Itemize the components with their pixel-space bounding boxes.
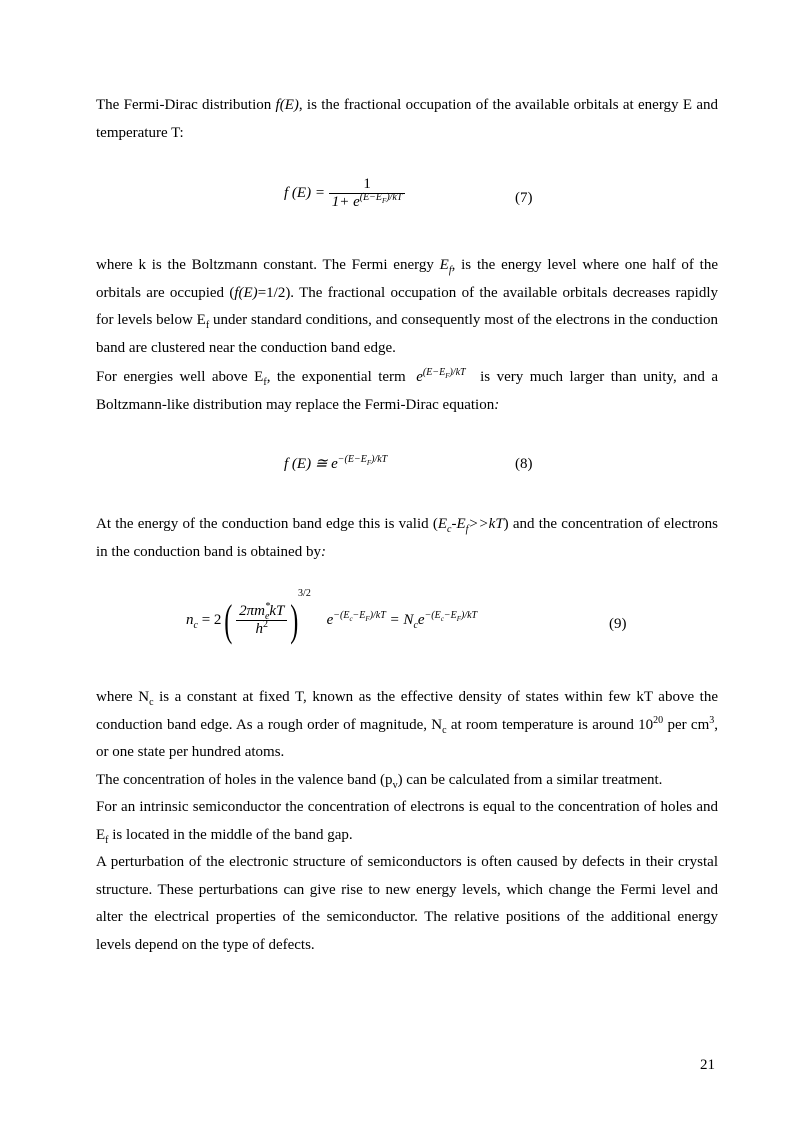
- eq-exp-term-2: [389, 610, 478, 632]
- subscript: v: [392, 780, 398, 791]
- eq-num-b: kT: [269, 603, 285, 620]
- text: ) can be calculated from a similar treatment.: [397, 772, 663, 788]
- eq-exp-tail: )/kT: [371, 454, 388, 465]
- eq-outer-exp: 3/2: [298, 588, 311, 599]
- eq-equals: = 2: [201, 612, 222, 629]
- superscript: 20: [653, 714, 664, 726]
- paragraph-5: [96, 684, 718, 767]
- text: For an intrinsic semiconductor the concentration of electrons is equal to the concentration of holes and E: [96, 799, 718, 843]
- eq-exp1-b: −E: [352, 610, 366, 622]
- eq-exp2-tail: )/kT: [461, 610, 478, 622]
- text: , is the fractional occupation of the available orbitals at energy E and temperature T:: [96, 97, 718, 141]
- text: at room temperature is around 10: [446, 716, 654, 733]
- text: , or one state per hundred atoms.: [96, 716, 718, 761]
- text-italic: >>kT: [468, 516, 504, 532]
- paragraph-1: [96, 92, 718, 147]
- eq-exp2-b: −E: [443, 610, 457, 622]
- inline-exp: (E−E: [422, 367, 446, 378]
- paragraph-6: [96, 767, 718, 795]
- text: ) and the concentration of electrons in the conduction band is obtained by: [96, 516, 718, 560]
- paragraph-4: [96, 511, 718, 566]
- text: is located in the middle of the band gap.: [108, 826, 353, 843]
- eq-lhs: n: [186, 612, 194, 629]
- text: For energies well above E: [96, 369, 264, 385]
- superscript: 3: [709, 714, 715, 726]
- text: where k is the Boltzmann constant. The Fermi energy: [96, 257, 440, 273]
- subscript: f: [205, 320, 210, 332]
- text: The concentration of holes in the valence band (p: [96, 772, 393, 788]
- right-paren: ): [290, 596, 299, 646]
- inline-base: e: [416, 369, 423, 385]
- text: where N: [96, 689, 150, 705]
- eq-exp-sub: F: [382, 197, 387, 205]
- text: At the energy of the conduction band edge this is valid (: [96, 516, 438, 532]
- paragraph-8: A perturbation of the electronic structure of semiconductors is often caused by defects in their crystal structure. These perturbations can give rise to new energy levels, which change the Fermi level and alter the electrical properties of the semiconductor. The relative positions of the additional energy levels depend on the type of defects.: [96, 854, 718, 953]
- eq-exp1-base: e: [326, 612, 334, 629]
- eq-exp-term-1: [327, 612, 386, 628]
- eq-exp2: −(E: [424, 610, 441, 622]
- text-italic: E: [439, 257, 449, 273]
- inline-exp-sub: F: [445, 372, 450, 380]
- subscript: c: [447, 524, 452, 535]
- text: is a constant at fixed T, known as the effective density of states within few kT above the conduction band edge. As a rough order of magnitude, N: [96, 689, 718, 733]
- equation-7-body: [284, 176, 405, 211]
- left-paren: (: [224, 596, 233, 646]
- text-italic: f(E): [275, 97, 299, 113]
- text: , the exponential term: [266, 369, 413, 385]
- eq-den-base: 1+ e: [331, 194, 360, 210]
- eq-mid-sub: c: [413, 620, 418, 632]
- text: =1/2). The fractional occupation of the available orbitals decreases rapidly for levels below E: [96, 284, 718, 329]
- subscript: f: [465, 524, 469, 535]
- eq-den: h: [255, 621, 263, 638]
- equation-number: (7): [515, 190, 533, 206]
- inline-exponential: [412, 369, 473, 385]
- eq-mid: = N: [389, 612, 414, 629]
- subscript: c: [442, 724, 447, 736]
- equation-9-body: [186, 588, 478, 646]
- eq-den-sup: 2: [262, 619, 268, 631]
- eq-exp2-sub2: F: [456, 615, 461, 624]
- eq-lhs: f (E) =: [284, 184, 325, 201]
- text: The Fermi-Dirac distribution: [96, 97, 276, 113]
- eq-exp2-sub: c: [440, 615, 444, 624]
- text: under standard conditions, and consequently most of the electrons in the conduction band are clustered near the conduction band edge.: [96, 312, 718, 356]
- eq-numerator: [236, 601, 287, 623]
- eq-exp1-sub: c: [349, 615, 353, 624]
- text-italic: f(E): [234, 284, 258, 301]
- eq-exp2-base: e: [417, 612, 425, 629]
- text-italic: -E: [451, 516, 466, 532]
- subscript: f: [448, 265, 452, 276]
- eq-num-sup: *: [264, 601, 270, 613]
- eq-exp1: −(E: [333, 610, 350, 622]
- eq-exp1-sub2: F: [365, 615, 370, 624]
- subscript: f: [105, 834, 109, 846]
- subscript: f: [263, 377, 267, 388]
- eq-num-sub: e: [264, 611, 270, 623]
- equation-8-body: [284, 454, 387, 473]
- text-italic: :: [320, 543, 326, 560]
- eq-exp1-tail: )/kT: [369, 610, 386, 622]
- equation-9: [0, 588, 793, 662]
- subscript: c: [149, 697, 154, 708]
- paragraph-3: [96, 364, 718, 419]
- paragraph-7: [96, 794, 718, 849]
- equation-number: (9): [609, 616, 627, 632]
- text-italic: :: [494, 396, 500, 413]
- eq-exp-sub: F: [366, 459, 372, 467]
- paragraph-2: [96, 252, 718, 362]
- eq-denominator: [236, 620, 287, 638]
- equation-number: (8): [515, 456, 533, 472]
- eq-fraction: [329, 176, 406, 211]
- text: is very much larger than unity, and a Boltzmann-like distribution may replace the Fermi-Dirac equation: [96, 369, 718, 413]
- eq-exp-tail: )/kT: [386, 192, 403, 203]
- eq-denominator: [329, 193, 406, 211]
- text: per cm: [663, 716, 710, 733]
- inline-exp-tail: )/kT: [449, 367, 466, 378]
- eq-exp: (E−E: [359, 192, 383, 203]
- eq-lhs: f (E) ≅ e: [284, 456, 338, 472]
- eq-lhs-sub: c: [193, 620, 198, 632]
- page-number: 21: [700, 1057, 715, 1073]
- equation-8: [0, 454, 793, 514]
- text-italic: E: [437, 516, 448, 532]
- eq-num-a: 2πm: [239, 603, 265, 620]
- text: , is the energy level where one half of the orbitals are occupied (: [96, 257, 718, 301]
- equation-7: [0, 176, 793, 236]
- eq-numerator: 1: [363, 176, 371, 192]
- eq-exp: −(E−E: [337, 454, 367, 465]
- eq-fraction: [236, 603, 287, 638]
